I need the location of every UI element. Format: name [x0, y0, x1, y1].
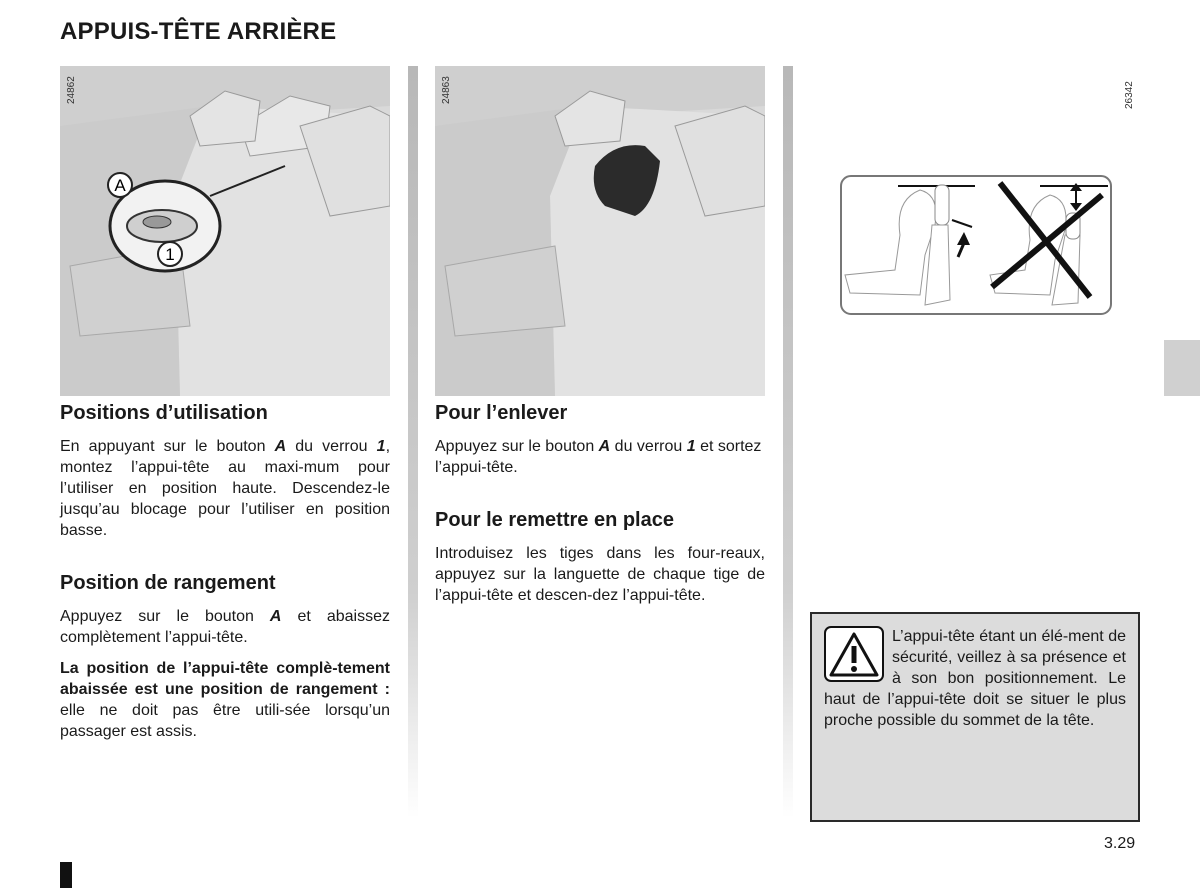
safety-warning-box [810, 612, 1140, 822]
paragraph-storage-note [60, 658, 390, 742]
lock-1-ref: 1 [376, 438, 386, 455]
text-segment: , montez l’appui-tête au maxi-mum pour l’utiliser en position haute. Descendez-le jusqu’au blocage pour l’utiliser en position basse. [60, 438, 391, 539]
text-segment: Appuyez sur le bouton [60, 608, 270, 625]
warning-text: L’appui-tête étant un élé-ment de sécurité, veillez à sa présence et à son bon positionnement. Le haut de l’appui-tête doit se situer le plus proche possible du sommet de la tête. [824, 628, 1126, 729]
button-a-ref: A [274, 438, 287, 455]
chapter-tab [1164, 340, 1200, 396]
column-divider-2 [783, 66, 793, 818]
heading-positions-utilisation: Positions d’utilisation [60, 402, 268, 424]
warning-content [824, 626, 1126, 731]
figure-ref-3: 26342 [1124, 81, 1135, 109]
lock-1-ref: 1 [686, 438, 696, 455]
text-segment: Appuyez sur le bouton [435, 438, 599, 455]
figure-ref-2: 24863 [441, 76, 452, 104]
column-divider-1 [408, 66, 418, 818]
text-segment: du verrou [286, 438, 377, 455]
paragraph-position-rangement [60, 606, 390, 648]
button-a-ref: A [269, 608, 282, 625]
corner-mark [60, 862, 72, 888]
text-segment: elle ne doit pas être utili-sée lorsqu’un passager est assis. [60, 702, 390, 740]
button-a-ref: A [598, 438, 611, 455]
figure-headrest-height-diagram [840, 175, 1112, 315]
heading-remettre-en-place: Pour le remettre en place [435, 509, 674, 531]
text-segment: et abaissez complètement l’appui-tête. [60, 608, 390, 646]
text-segment: du verrou [610, 438, 687, 455]
callout-a-label: A [114, 176, 126, 195]
heading-pour-enlever: Pour l’enlever [435, 402, 568, 424]
page-title: APPUIS-TÊTE ARRIÈRE [60, 18, 337, 45]
text-segment: En appuyant sur le bouton [60, 438, 275, 455]
figure-ref-1: 24862 [66, 76, 77, 104]
storage-note-bold: La position de l’appui-tête complè-tement abaissée est une position de rangement : [60, 660, 390, 698]
text-segment: et sortez l’appui-tête. [435, 438, 762, 476]
callout-1-label: 1 [165, 245, 175, 264]
figure-headrest-removal [435, 66, 765, 396]
paragraph-remettre-en-place: Introduisez les tiges dans les four-reaux, appuyez sur la languette de chaque tige de l’appui-tête et descen-dez l’appui-tête. [435, 545, 765, 604]
paragraph-pour-enlever [435, 436, 765, 478]
page-number: 3.29 [1104, 835, 1136, 852]
figure-rear-seat-lock [60, 66, 390, 396]
paragraph-positions-utilisation [60, 436, 390, 541]
warning-triangle-icon [824, 626, 884, 682]
heading-position-rangement: Position de rangement [60, 572, 276, 594]
